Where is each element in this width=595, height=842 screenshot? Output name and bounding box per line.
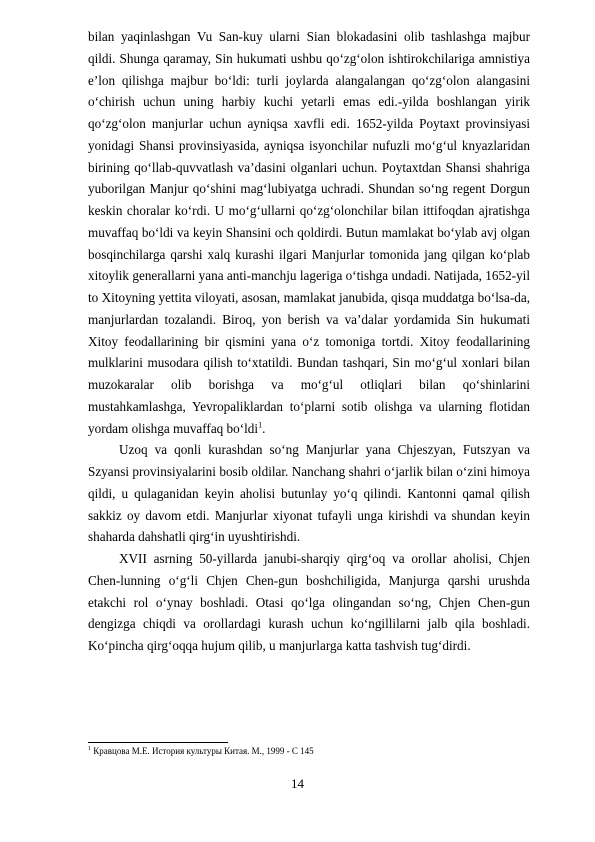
paragraph-2: Uzoq va qonli kurashdan so‘ng Manjurlar yana Chjeszyan, Futszyan va Szyansi provinsiyalarini bosib oldilar. Nanchang shahri o‘jarlik bilan o‘zini himoya qildi, u qulaganidan keyin aholisi butunlay yo‘q qilindi. Kantonni qamal qilish sakkiz oy davom etdi. Manjurlar xiyonat tufayli unga kirishdi va shundan keyin shaharda dahshatli qirg‘in uyushtirishdi. bbox=[88, 442, 530, 545]
paragraph-1 bbox=[88, 26, 530, 439]
footnote bbox=[88, 745, 530, 757]
paragraph-1-end: . bbox=[262, 420, 266, 436]
page-number: 14 bbox=[291, 776, 304, 791]
footnote-separator bbox=[88, 742, 228, 743]
paragraph-1-text: bilan yaqinlashgan Vu San-kuy ularni Sian blokadasini olib tashlashga majbur qildi. Shunga qaramay, Sin hukumati ushbu qo‘zg‘olon ishtirokchilariga amnistiya e’lon qilishga majbur bo‘ldi: turli joylarda alangalangan qo‘zg‘olon alangasini o‘chirish uchun uning harbiy kuchi yetarli emas edi.-yilda boshlangan yirik qo‘zg‘olon manjurlar uchun ayniqsa xavfli edi. 1652-yilda Poytaxt provinsiyasi yonidagi Shansi provinsiyasida, ayniqsa isyonchilar nufuzli mo‘g‘ul knyazlaridan birining qo‘llab-quvvatlash va’dasini olganlari uchun. Poytaxtdan Shansi shahriga yuborilgan Manjur qo‘shini mag‘lubiyatga uchradi. Shundan so‘ng regent Dorgun keskin choralar ko‘rdi. U mo‘g‘ullarni qo‘zg‘olonchilar bilan ittifoqdan ajratishga muvaffaq bo‘ldi va keyin Shansini och qoldirdi. Butun mamlakat bo‘ylab avj olgan bosqinchilarga qarshi xalq kurashi ilgari Manjurlar tomonida jang qilgan ko‘plab xitoylik generallarni yana anti-manchju lageriga o‘tishga undadi. Natijada, 1652-yil to Xitoyning yettita viloyati, asosan, mamlakat janubida, qisqa muddatga bo‘lsa-da, manjurlardan tozalandi. Biroq, yon berish va va’dalar yordamida Sin hukumati Xitoy feodallarining bir qismini yana o‘z tomoniga tortdi. Xitoy feodallarining mulklarini musodara qilish to‘xtatildi. Bundan tashqari, Sin mo‘g‘ul xonlari bilan muzokaralar olib borishga va mo‘g‘ul otliqlari bilan qo‘shinlarini mustahkamlashga, Yevropaliklardan to‘plarni sotib olishga va ularning flotidan yordam olishga muvaffaq bo‘ldi bbox=[88, 29, 530, 436]
footnote-mark: 1 bbox=[88, 746, 91, 752]
footnote-text: Кравцова М.Е. История культуры Китая. М., 1999 - С 145 bbox=[91, 746, 314, 756]
paragraph-3: XVII asrning 50-yillarda janubi-sharqiy qirg‘oq va orollar aholisi, Chjen Chen-lunning o‘g‘li Chjen Chen-gun boshchiligida, Manjurga qarshi urushda etakchi rol o‘ynay boshladi. Otasi qo‘lga olingandan so‘ng, Chjen Chen-gun dengizga chiqdi va orollardagi kurash uchun ko‘ngillilarni jalb qila boshladi. Ko‘pincha qirg‘oqqa hujum qilib, u manjurlarga katta tashvish tug‘dirdi. bbox=[88, 551, 530, 653]
document-body bbox=[88, 26, 530, 657]
footnote-reference[interactable]: 1 bbox=[258, 420, 263, 430]
